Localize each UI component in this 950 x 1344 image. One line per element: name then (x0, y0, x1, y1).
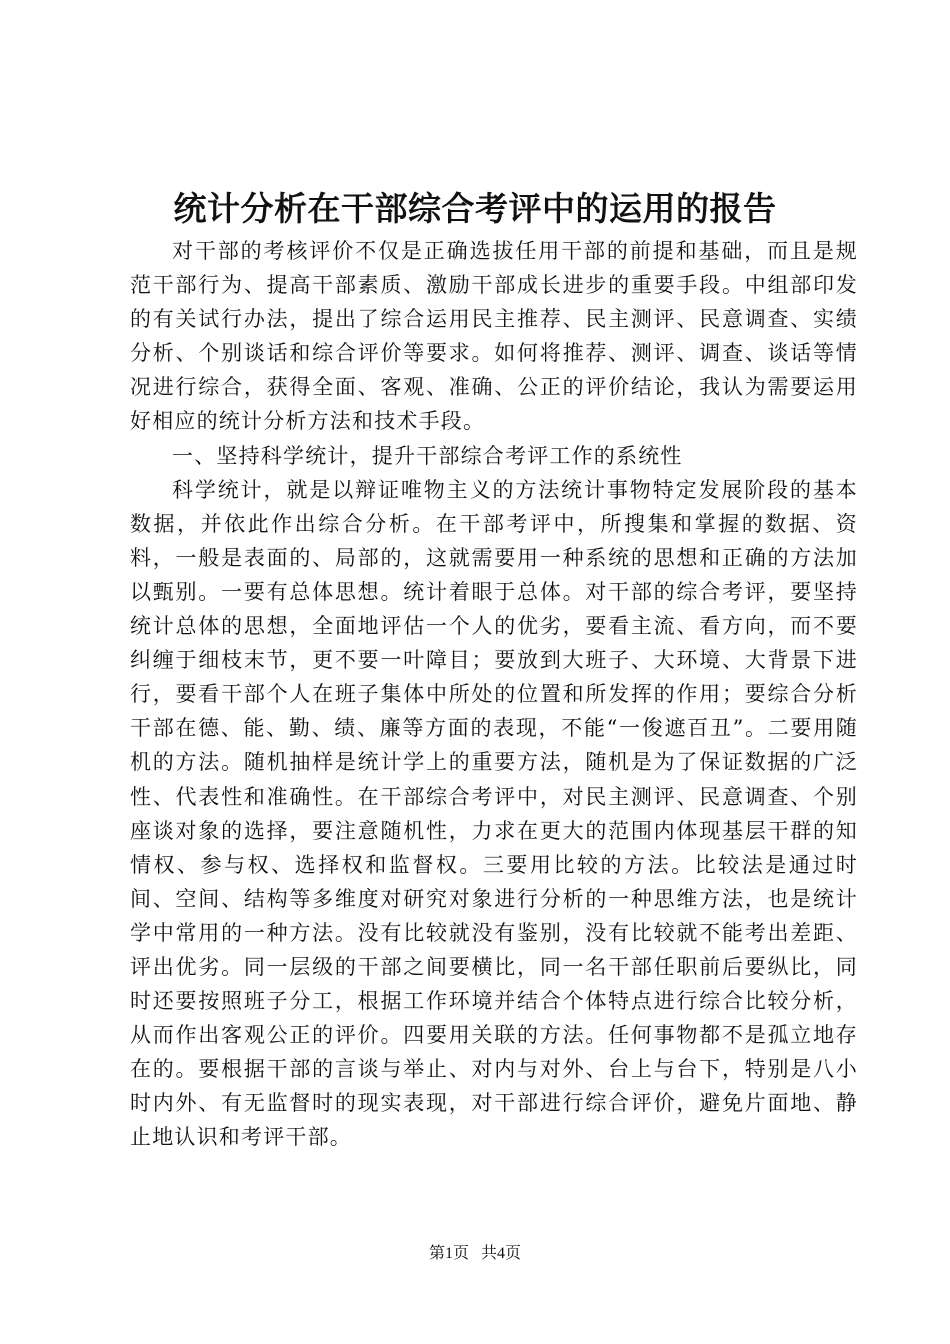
document-body (130, 234, 858, 1155)
paragraph-intro: 对干部的考核评价不仅是正确选拔任用干部的前提和基础，而且是规范干部行为、提高干部素质、激励干部成长进步的重要手段。中组部印发的有关试行办法，提出了综合运用民主推荐、民主测评、民意调查、实绩分析、个别谈话和综合评价等要求。如何将推荐、测评、调查、谈话等情况进行综合，获得全面、客观、准确、公正的评价结论，我认为需要运用好相应的统计分析方法和技术手段。 (130, 239, 858, 434)
paragraph-section-1: 科学统计，就是以辩证唯物主义的方法统计事物特定发展阶段的基本数据，并依此作出综合分析。在干部考评中，所搜集和掌握的数据、资料，一般是表面的、局部的，这就需要用一种系统的思想和正确的方法加以甄别。一要有总体思想。统计着眼于总体。对干部的综合考评，要坚持统计总体的思想，全面地评估一个人的优劣，要看主流、看方向，而不要纠缠于细枝末节，更不要一叶障目；要放到大班子、大环境、大背景下进行，要看干部个人在班子集体中所处的位置和所发挥的作用；要综合分析干部在德、能、勤、绩、廉等方面的表现，不能“一俊遮百丑”。二要用随机的方法。随机抽样是统计学上的重要方法，随机是为了保证数据的广泛性、代表性和准确性。在干部综合考评中，对民主测评、民意调查、个别座谈对象的选择，要注意随机性，力求在更大的范围内体现基层干群的知情权、参与权、选择权和监督权。三要用比较的方法。比较法是通过时间、空间、结构等多维度对研究对象进行分析的一种思维方法，也是统计学中常用的一种方法。没有比较就没有鉴别，没有比较就不能考出差距、评出优劣。同一层级的干部之间要横比，同一名干部任职前后要纵比，同时还要按照班子分工，根据工作环境并结合个体特点进行综合比较分析，从而作出客观公正的评价。四要用关联的方法。任何事物都不是孤立地存在的。要根据干部的言谈与举止、对内与对外、台上与台下，特别是八小时内外、有无监督时的现实表现，对干部进行综合评价，避免片面地、静止地认识和考评干部。 (130, 477, 858, 1150)
page-footer (0, 1242, 950, 1266)
page-number: 第1页 (428, 1245, 469, 1262)
page-total: 共4页 (481, 1245, 522, 1262)
document-title: 统计分析在干部综合考评中的运用的报告 (173, 189, 777, 228)
section-heading: 一、坚持科学统计，提升干部综合考评工作的系统性 (172, 443, 683, 468)
